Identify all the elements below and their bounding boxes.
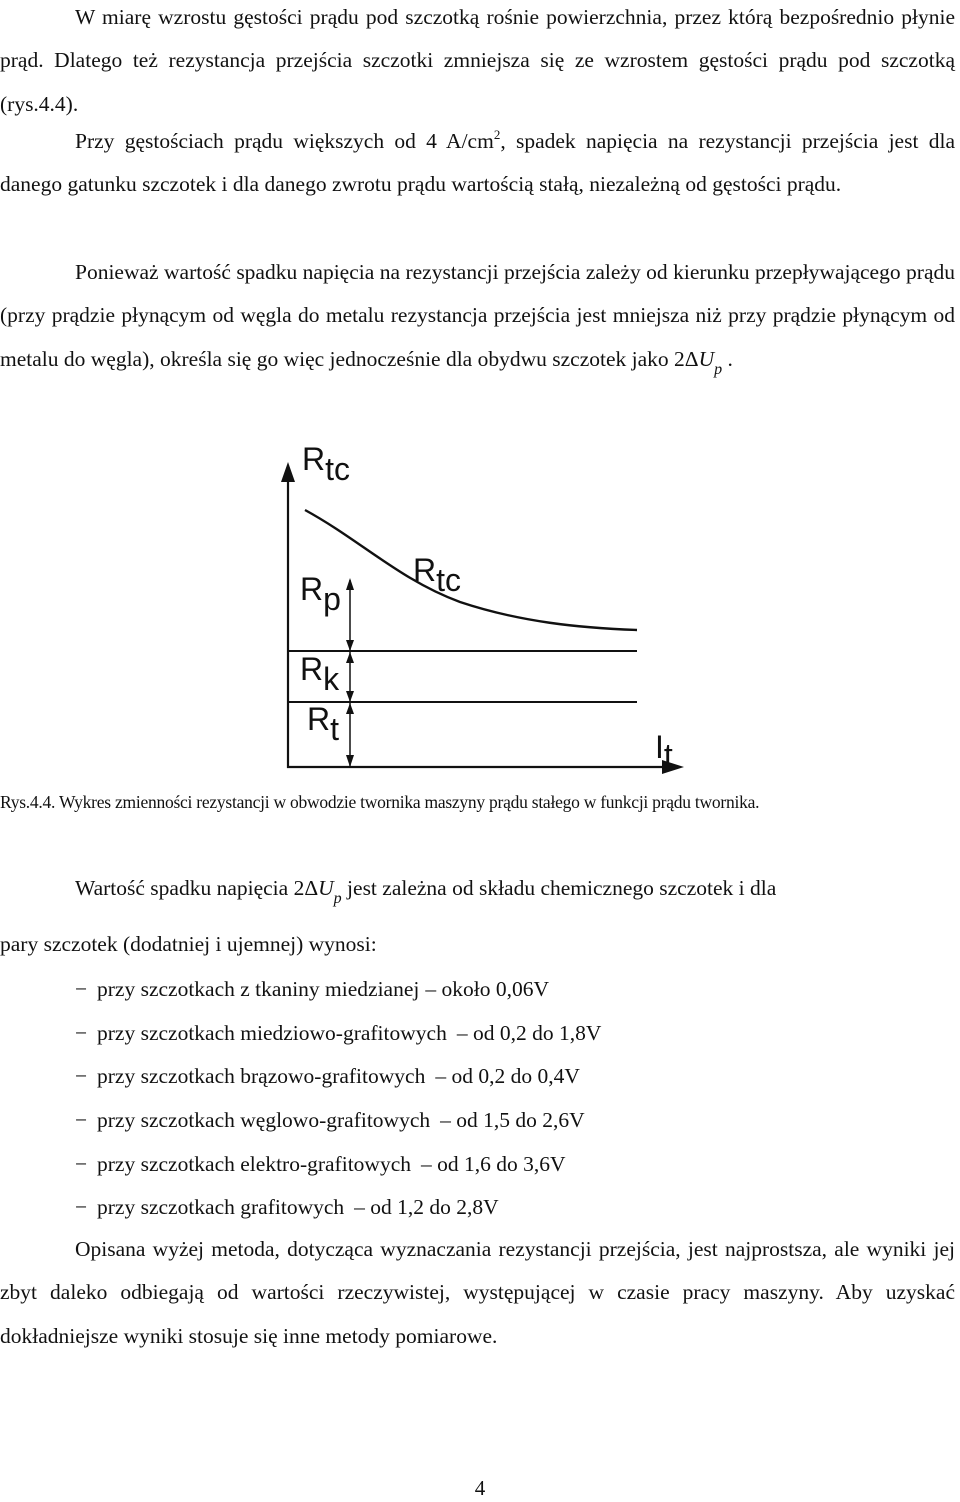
- paragraph-5: [0, 1228, 955, 1358]
- y-axis-label: Rtc: [302, 441, 350, 487]
- paragraph-3: [0, 251, 955, 381]
- list-item-range: – od 0,2 do 1,8V: [456, 1021, 602, 1045]
- delta-up-symbol-2: [293, 876, 342, 907]
- symbol-sub-p-2: p: [333, 890, 342, 907]
- figure-caption: Rys.4.4. Wykres zmienności rezystancji w obwodzie twornika maszyny prądu stałego w funkcji prądu twornika.: [0, 792, 760, 812]
- list-item: [75, 975, 549, 1003]
- list-item-text: przy szczotkach grafitowych: [97, 1195, 345, 1219]
- list-item-text: przy szczotkach brązowo-grafitowych: [97, 1064, 426, 1088]
- symbol-u: U: [698, 346, 715, 371]
- list-item-text: przy szczotkach z tkaniny miedzianej: [97, 977, 420, 1001]
- resistance-chart: [0, 440, 960, 780]
- list-dash: −: [75, 1021, 88, 1045]
- paragraph-4-text-b: jest zależna od składu chemicznego szczotek i dla: [341, 876, 777, 900]
- list-item-range: – od 1,5 do 2,6V: [440, 1108, 585, 1132]
- list-dash: −: [75, 1152, 88, 1176]
- list-item-range: – od 1,6 do 3,6V: [421, 1152, 566, 1176]
- paragraph-2-text-a: Przy gęstościach prądu większych od 4 A/cm: [75, 129, 494, 153]
- list-item: [75, 1106, 585, 1134]
- rk-label: Rk: [300, 651, 340, 697]
- list-item: [75, 1193, 499, 1221]
- rtc-curve: [305, 510, 637, 630]
- list-item-text: przy szczotkach węglowo-grafitowych: [97, 1108, 431, 1132]
- delta-prefix-2: 2Δ: [293, 876, 319, 900]
- list-item: [75, 1150, 566, 1178]
- list-item-range: – od 1,2 do 2,8V: [354, 1195, 499, 1219]
- paragraph-4-line-1: [75, 874, 777, 907]
- list-item-text: przy szczotkach miedziowo-grafitowych: [97, 1021, 447, 1045]
- list-item-range: – od 0,2 do 0,4V: [435, 1064, 580, 1088]
- paragraph-2-text-b: , spadek napięcia na rezystancji przejścia jest dla danego gatunku szczotek i dla danego zwrotu prądu wartością stałą, niezależną od gęstości prądu.: [0, 129, 955, 197]
- list-item: [75, 1062, 580, 1090]
- list-dash: −: [75, 977, 88, 1001]
- curve-label: Rtc: [413, 552, 461, 598]
- symbol-sub-p: p: [714, 360, 723, 378]
- paragraph-2-superscript: 2: [493, 127, 501, 142]
- page-number: 4: [474, 1476, 486, 1500]
- paragraph-4-line-2: pary szczotek (dodatniej i ujemnej) wynosi:: [0, 932, 377, 956]
- paragraph-5-text: Opisana wyżej metoda, dotycząca wyznaczania rezystancji przejścia, jest najprostsza, ale wyniki jej zbyt daleko odbiegają od wartości rzeczywistej, występującej w czasie pracy maszyny. Aby uzyskać dokładniejsze wyniki stosuje się inne metody pomiarowe.: [0, 1237, 955, 1348]
- list-item-text: przy szczotkach elektro-grafitowych: [97, 1152, 411, 1176]
- paragraph-1: [0, 0, 955, 126]
- paragraph-1-text: W miarę wzrostu gęstości prądu pod szczotką rośnie powierzchnia, przez którą bezpośrednio płynie prąd. Dlatego też rezystancja przejścia szczotki zmniejsza się ze wzrostem gęstości prądu pod szczotką (rys.4.4).: [0, 5, 955, 116]
- rp-label: Rp: [300, 571, 341, 617]
- list-dash: −: [75, 1108, 88, 1132]
- delta-prefix: 2Δ: [674, 346, 699, 371]
- rt-label: Rt: [307, 701, 339, 747]
- list-dash: −: [75, 1195, 88, 1219]
- delta-up-symbol: [674, 346, 723, 378]
- paragraph-3-text-b: .: [722, 346, 733, 371]
- paragraph-2: [0, 120, 955, 207]
- list-dash: −: [75, 1064, 88, 1088]
- list-item: [75, 1019, 601, 1047]
- list-item-range: – około 0,06V: [425, 977, 549, 1001]
- paragraph-4-text-a: Wartość spadku napięcia: [75, 876, 294, 900]
- x-axis-label: It: [655, 729, 673, 773]
- paragraph-3-text-a: Ponieważ wartość spadku napięcia na rezystancji przejścia zależy od kierunku przepływającego prądu (przy prądzie płynącym od węgla do metalu rezystancja przejścia jest mniejsza niż przy prądzie płynącym od metalu do węgla), określa się go więc jednocześnie dla obydwu szczotek jako: [0, 260, 955, 371]
- y-axis-arrow: [281, 462, 295, 482]
- symbol-u-2: U: [318, 876, 334, 900]
